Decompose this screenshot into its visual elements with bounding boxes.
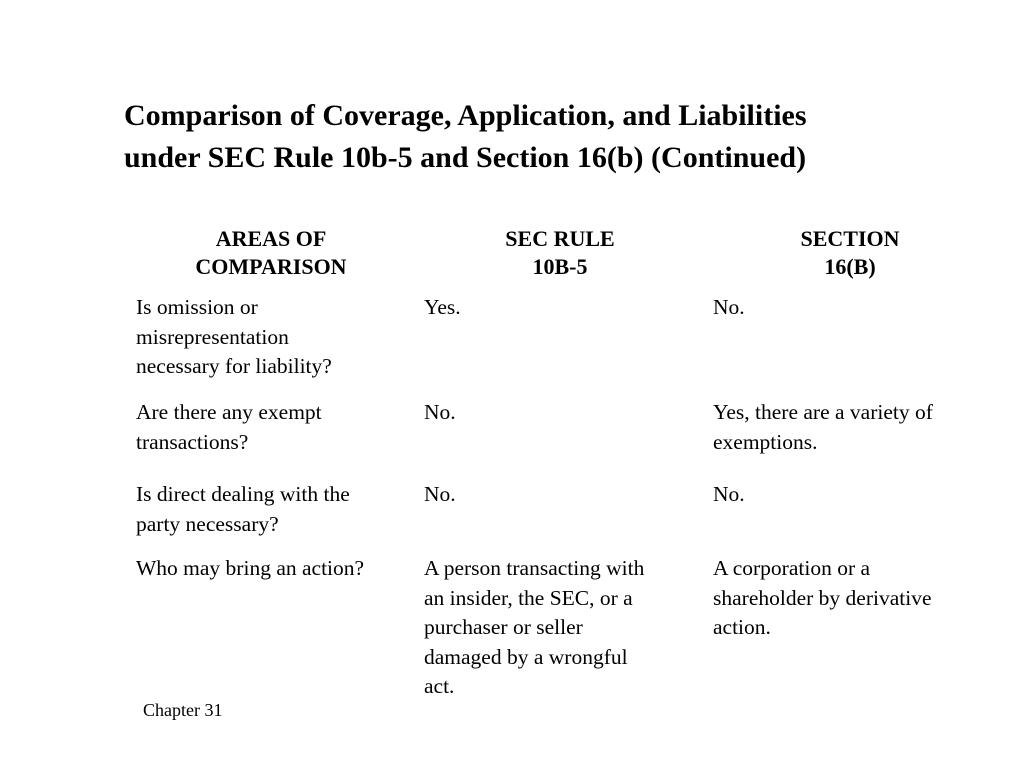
column-header-line: SEC RULE — [505, 226, 615, 251]
column-header-line: 10B-5 — [532, 254, 588, 279]
cell-line: necessary for liability? — [136, 354, 332, 378]
cell-line: exemptions. — [713, 429, 818, 454]
column-header-line: COMPARISON — [195, 254, 347, 279]
column-header-line: SECTION — [800, 226, 900, 251]
table-cell-rule-row-4 — [424, 554, 644, 702]
cell-line: No. — [424, 482, 456, 506]
cell-line: Are there any exempt — [136, 400, 322, 424]
table-cell-section-row-4 — [713, 554, 932, 643]
table-cell-rule-row-1 — [424, 293, 461, 323]
slide-title — [124, 95, 984, 179]
cell-line: Yes. — [424, 295, 461, 319]
cell-line: No. — [713, 482, 745, 506]
cell-line: shareholder by derivative — [713, 585, 932, 610]
table-cell-rule-row-2 — [424, 398, 456, 428]
table-cell-area-row-3 — [136, 480, 350, 539]
table-cell-section-row-3 — [713, 480, 745, 510]
column-header-line: AREAS OF — [215, 226, 327, 251]
cell-line: party necessary? — [136, 511, 279, 536]
cell-line: Yes, there are a variety of — [713, 400, 933, 424]
slide-title-line-1: Comparison of Coverage, Application, and Liabilities — [124, 99, 807, 132]
table-cell-area-row-2 — [136, 398, 322, 457]
cell-line: purchaser or seller — [424, 615, 583, 639]
cell-line: Is omission or — [136, 295, 258, 319]
cell-line: damaged by a wrongful — [424, 644, 628, 669]
table-cell-area-row-4 — [136, 554, 364, 584]
column-header-line: 16(B) — [824, 254, 876, 279]
cell-line: an insider, the SEC, or a — [424, 585, 633, 610]
column-header-areas-of-comparison — [136, 225, 406, 281]
cell-line: action. — [713, 615, 771, 639]
cell-line: act. — [424, 674, 455, 698]
cell-line: No. — [424, 400, 456, 424]
table-cell-section-row-1 — [713, 293, 745, 323]
cell-line: A corporation or a — [713, 556, 871, 580]
cell-line: Is direct dealing with the — [136, 482, 350, 506]
cell-line: A person transacting with — [424, 556, 645, 580]
cell-line: Who may bring an action? — [136, 556, 365, 580]
slide-title-line-2: under SEC Rule 10b-5 and Section 16(b) (Continued) — [124, 141, 807, 174]
cell-line: transactions? — [136, 429, 249, 454]
table-cell-area-row-1 — [136, 293, 332, 382]
footer-chapter-label: Chapter 31 — [143, 700, 223, 720]
cell-line: No. — [713, 295, 745, 319]
table-cell-rule-row-3 — [424, 480, 456, 510]
column-header-section-16b — [714, 225, 986, 281]
table-cell-section-row-2 — [713, 398, 933, 457]
column-header-sec-rule-10b-5 — [425, 225, 695, 281]
cell-line: misrepresentation — [136, 324, 289, 349]
